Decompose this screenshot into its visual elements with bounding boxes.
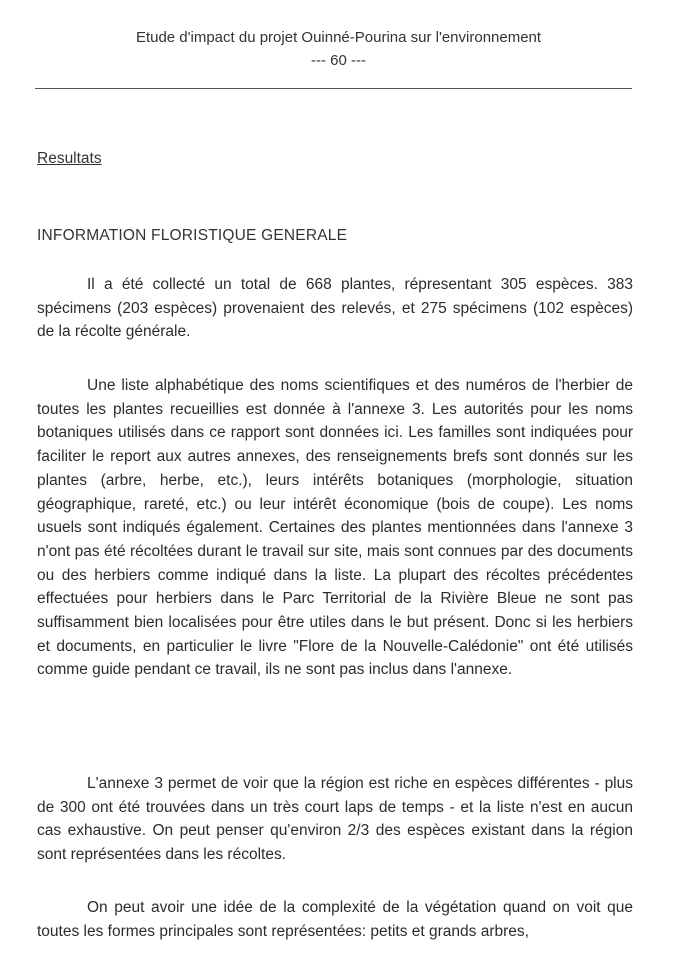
paragraph-2: Une liste alphabétique des noms scientifiques et des numéros de l'herbier de toutes les plantes recueillies est donnée à l'annexe 3. Les autorités pour les noms botaniques utilisés dans ce rapport sont données ici. Les familles sont indiquées pour faciliter le report aux autres annexes, des renseignements brefs sont donnés sur les plantes (arbre, herbe, etc.), leurs intérêts botaniques (morphologie, situation géographique, rareté, etc.) ou leur intérêt économique (bois de coupe). Les noms usuels sont indiqués également. Certaines des plantes mentionnées dans l'annexe 3 n'ont pas été récoltées durant le travail sur site, mais sont connues par des documents ou des herbiers comme indiqué dans la liste. La plupart des récoltes précédentes effectuées pour herbiers dans le Parc Territorial de la Rivière Bleue ne sont pas suffisamment bien localisées pour être utiles dans le but présent. Donc si les herbiers et documents, en particulier le livre "Flore de la Nouvelle-Calédonie" ont été utilisés comme guide pendant ce travail, ils ne sont pas inclus dans l'annexe. — [37, 377, 633, 679]
running-head: Etude d'impact du projet Ouinné-Pourina sur l'environnement — [135, 29, 542, 46]
page-number: --- 60 --- — [311, 52, 366, 69]
paragraph-1: Il a été collecté un total de 668 plantes, répresentant 305 espèces. 383 spécimens (203 espèces) provenaient des relevés, et 275 spécimens (102 espèces) de la récolte générale. — [37, 276, 633, 341]
paragraph-3: L'annexe 3 permet de voir que la région est riche en espèces différentes - plus de 300 ont été trouvées dans un très court laps de temps - et la liste n'est en aucun cas exhaustive. On peut penser qu'environ 2/3 des espèces existant dans la région sont représentées dans les récoltes. — [37, 775, 633, 864]
section-title: Resultats — [37, 150, 102, 167]
subsection-title: INFORMATION FLORISTIQUE GENERALE — [37, 227, 348, 244]
header-rule — [35, 88, 632, 89]
paragraph-4: On peut avoir une idée de la complexité de la végétation quand on voit que toutes les formes principales sont représentées: petits et grands arbres, — [37, 899, 633, 940]
